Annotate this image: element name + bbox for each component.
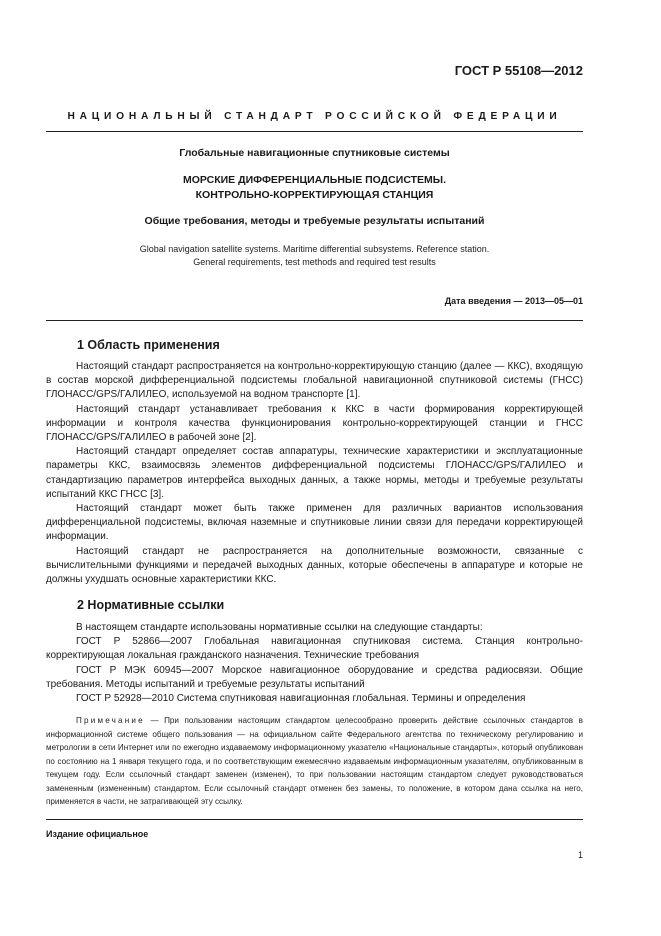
document-number: ГОСТ Р 55108—2012 xyxy=(454,63,583,78)
standard-requirements-title: Общие требования, методы и требуемые результаты испытаний xyxy=(144,215,485,227)
section-1-paragraph: Настоящий стандарт определяет состав аппаратуры, технические характеристики и эксплуатационные параметры ККС, взаимосвязь элементов дифференциальной подсистемы ГЛОНАСС/GPS/ГАЛИЛЕО и стандартизацию параметров интерфейса выходных данных, а также нормы, методы и требуемые результаты испытаний ККС ГНСС [3]. xyxy=(46,446,583,500)
section-1-heading: 1 Область применения xyxy=(77,338,220,352)
english-title-line-2: General requirements, test methods and required test results xyxy=(193,257,436,267)
edition-label: Издание официальное xyxy=(46,829,149,839)
footer-divider xyxy=(46,819,583,820)
date-divider xyxy=(46,320,583,321)
normative-reference-item: ГОСТ Р 52928—2010 Система спутниковая навигационная глобальная. Термины и определения xyxy=(76,693,526,705)
standard-title-line-2: КОНТРОЛЬНО-КОРРЕКТИРУЮЩАЯ СТАНЦИЯ xyxy=(195,189,434,201)
section-1-paragraph: Настоящий стандарт может быть также применен для различных вариантов использования дифференциальной подсистемы, включая наземные и спутниковые линии связи для передачи корректирующей информации. xyxy=(46,503,583,543)
standard-title xyxy=(46,173,583,203)
normative-reference-item: ГОСТ Р МЭК 60945—2007 Морское навигационное оборудование и средства радиосвязи. Общие требования. Методы испытаний и требуемые результаты испытаний xyxy=(46,664,583,690)
note-label: Примечание xyxy=(76,716,145,725)
page-number: 1 xyxy=(577,850,583,860)
section-1-body xyxy=(46,360,583,587)
section-1-paragraph: Настоящий стандарт устанавливает требования к ККС в части формирования корректирующей информации и контроля качества функционирования контрольно-корректирующей станции и ГНСС ГЛОНАСС/GPS/ГАЛИЛЕО в рабочей зоне [2]. xyxy=(46,403,583,444)
header-divider xyxy=(46,131,583,132)
standard-subtitle: Глобальные навигационные спутниковые системы xyxy=(179,147,450,159)
normative-reference-item: ГОСТ Р 52866—2007 Глобальная навигационная спутниковая система. Станция контрольно-корректирующая локальная гражданского назначения. Технические требования xyxy=(46,636,583,662)
standard-title-line-1: МОРСКИЕ ДИФФЕРЕНЦИАЛЬНЫЕ ПОДСИСТЕМЫ. xyxy=(182,174,446,186)
english-title xyxy=(46,243,583,269)
english-title-line-1: Global navigation satellite systems. Maritime differential subsystems. Reference station. xyxy=(139,244,490,254)
introduction-date: Дата введения — 2013—05—01 xyxy=(444,296,583,306)
note-text: — При пользовании настоящим стандартом целесообразно проверить действие ссылочных стандартов в информационной системе общего пользования — на официальном сайте Федерального агентства по техническому регулированию и метрологии в сети Интернет или по ежегодно издаваемому информационному указателю «Национальные стандарты», который опубликован по состоянию на 1 января текущего года, и по соответствующим ежемесячно издаваемым информационным указателям, опубликованным в текущем году. Если ссылочный стандарт заменен (изменен), то при пользовании настоящим стандартом следует руководствоваться замененным (измененным) стандартом. Если ссылочный стандарт отменен без замены, то положение, в котором дана ссылка на него, применяется в части, не затрагивающей эту ссылку. xyxy=(46,716,583,806)
section-2-heading: 2 Нормативные ссылки xyxy=(77,598,225,612)
national-standard-banner: НАЦИОНАЛЬНЫЙ СТАНДАРТ РОССИЙСКОЙ ФЕДЕРАЦИИ xyxy=(67,111,562,122)
note-paragraph xyxy=(46,714,583,809)
section-2-body xyxy=(46,621,583,706)
section-2-paragraph: В настоящем стандарте использованы нормативные ссылки на следующие стандарты: xyxy=(76,622,483,633)
section-1-paragraph: Настоящий стандарт не распространяется на дополнительные возможности, связанные с вычислительными функциями и передачей выходных данных, которые обеспечены в аппаратуре и которые не должны ухудшать основные характеристики ККС. xyxy=(46,545,583,586)
note-block xyxy=(46,714,583,809)
section-1-paragraph: Настоящий стандарт распространяется на контрольно-корректирующую станцию (далее — ККС), входящую в состав морской дифференциальной подсистемы глобальной навигационной спутниковой системы (ГНСС) ГЛОНАСС/GPS/ГАЛИЛЕО, используемой на водном транспорте [1]. xyxy=(46,361,583,401)
